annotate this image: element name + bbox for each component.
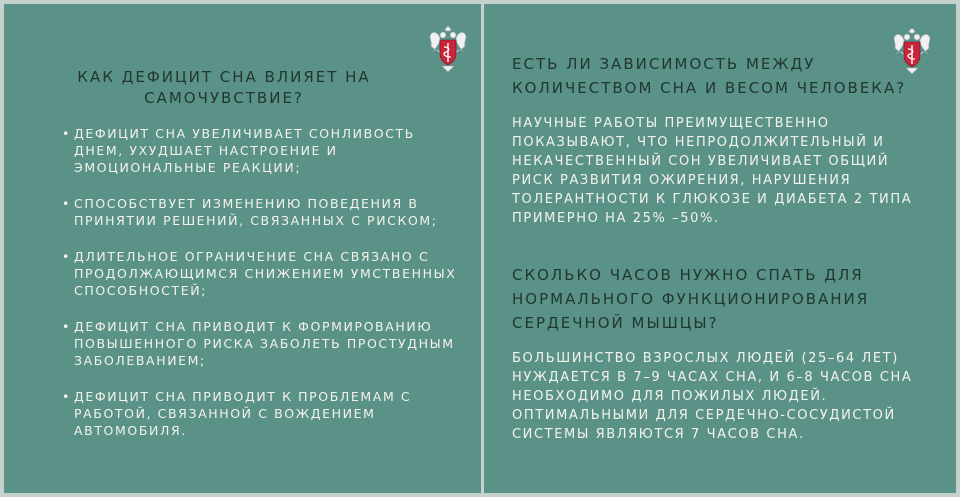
left-bullet-list [60, 125, 460, 458]
list-item: • ДЛИТЕЛЬНОЕ ОГРАНИЧЕНИЕ СНА СВЯЗАНО С ПРОДОЛЖАЮЩИМСЯ СНИЖЕНИЕМ УМСТВЕННЫХ СПОСОБНОСТЕЙ; [60, 248, 460, 299]
weight-question-title: ЕСТЬ ЛИ ЗАВИСИМОСТЬ МЕЖДУ КОЛИЧЕСТВОМ СНА И ВЕСОМ ЧЕЛОВЕКА? [512, 55, 907, 97]
weight-answer-text: НАУЧНЫЕ РАБОТЫ ПРЕИМУЩЕСТВЕННО ПОКАЗЫВАЮТ, ЧТО НЕПРОДОЛЖИТЕЛЬНЫЙ И НЕКАЧЕСТВЕННЫЙ СОН УВЕЛИЧИВАЕТ ОБЩИЙ РИСК РАЗВИТИЯ ОЖИРЕНИЯ, НАРУШЕНИЯ ТОЛЕРАНТНОСТИ К ГЛЮКОЗЕ И ДИАБЕТА 2 ТИПА ПРИМЕРНО НА 25% –50%. [512, 116, 913, 226]
list-item: • ДЕФИЦИТ СНА ПРИВОДИТ К ФОРМИРОВАНИЮ ПОВЫШЕННОГО РИСКА ЗАБОЛЕТЬ ПРОСТУДНЫМ ЗАБОЛЕВАНИЕМ; [60, 318, 460, 369]
double-headed-eagle-emblem-icon [428, 26, 468, 72]
heart-question-title: СКОЛЬКО ЧАСОВ НУЖНО СПАТЬ ДЛЯ НОРМАЛЬНОГО ФУНКЦИОНИРОВАНИЯ СЕРДЕЧНОЙ МЫШЦЫ? [512, 266, 870, 332]
right-panel [484, 4, 956, 493]
list-item: • ДЕФИЦИТ СНА УВЕЛИЧИВАЕТ СОНЛИВОСТЬ ДНЕМ, УХУДШАЕТ НАСТРОЕНИЕ И ЭМОЦИОНАЛЬНЫЕ РЕАКЦИИ; [60, 125, 460, 176]
list-item: • ДЕФИЦИТ СНА ПРИВОДИТ К ПРОБЛЕМАМ С РАБОТОЙ, СВЯЗАННОЙ С ВОЖДЕНИЕМ АВТОМОБИЛЯ. [60, 388, 460, 439]
left-panel [4, 4, 481, 493]
list-item: • СПОСОБСТВУЕТ ИЗМЕНЕНИЮ ПОВЕДЕНИЯ В ПРИНЯТИИ РЕШЕНИЙ, СВЯЗАННЫХ С РИСКОМ; [60, 195, 460, 229]
left-title: КАК ДЕФИЦИТ СНА ВЛИЯЕТ НА САМОЧУВСТВИЕ? [77, 68, 371, 107]
heart-answer-text: БОЛЬШИНСТВО ВЗРОСЛЫХ ЛЮДЕЙ (25–64 ЛЕТ) НУЖДАЕТСЯ В 7–9 ЧАСАХ СНА, И 6–8 ЧАСОВ СНА НЕОБХОДИМО ДЛЯ ПОЖИЛЫХ ЛЮДЕЙ. ОПТИМАЛЬНЫМИ ДЛЯ СЕРДЕЧНО-СОСУДИСТОЙ СИСТЕМЫ ЯВЛЯЮТСЯ 7 ЧАСОВ СНА. [512, 351, 913, 442]
